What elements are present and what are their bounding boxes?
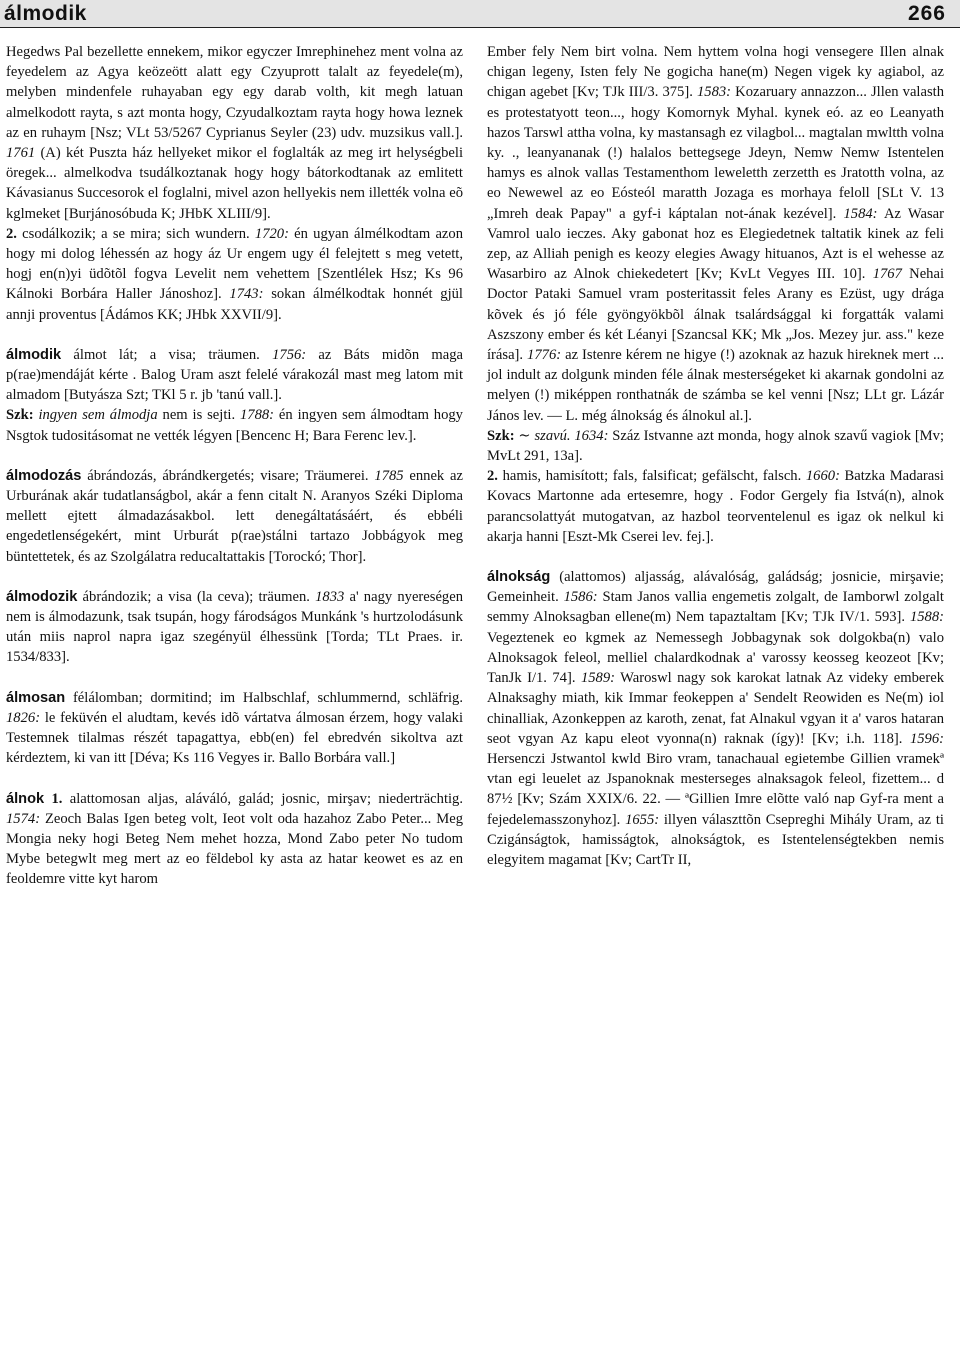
year-reference: 1589: [580,670,615,687]
entry-headword: álnok [6,790,45,807]
phrase: ingyen sem álmodja [33,407,158,424]
szk-label: Szk: [6,407,34,424]
year-reference: 1586: [563,589,598,606]
right-column [487,42,944,1345]
szk-label: Szk: [487,427,515,444]
year-reference: 1756: [272,346,307,363]
year-reference: 1743: [229,286,264,303]
phrase: ∼ szavú. [514,427,571,444]
entry-continuation-paragraph: Hegedws Pal bezellette ennekem, mikor egyczer Imrephinehez ment volna az feyedelem az Agya keözeött alatt egy Czyuprott talalt az feyedele(m), melyben mindenfele ruhayaban egy egy darab volth, kit megh latuan almelkodott rayta, s azt monta hogy, Czyudalkoztam rayta hogy howa leznek az en ruhaym [Nsz; VLt 53/5267 Cyprianus Seyler (23) udv. muzsikus vall.]. 1761 (A) két Puszta ház hellyeket mikor el foglalták az meg irt helységbeli öregek... almelkodva tsudálkoztanak hogy hogy bátorkodtanak az emlitett Kávasianus Succesorok el foglalni, mivel azon hellyekis nem illették volna eõ kglmeket [Burjánosóbuda K; JHbK XLIII/9]. [6,44,463,222]
entry-headword: álmosan [6,689,66,706]
entry-alnok-continuation: Ember fely Nem birt volna. Nem hyttem volna hogi vensegere Illen alnak chigan legeny, Isten fely Ne gogicha hane(m) Negen vigek ky agiabol, az chigan agebet [Kv; TJk III/3. 375]. 1583: Kozaruary annazzon... Jllen valasth es protestatyott teon..., hogy Komornyk Myhal. kynek eó. az eo Leanyath hazos Tarswl attha volna, ky mastansagh ez vilagbol... magtalan mwltth volna ky. ., leanyananak (!) halalos bettegsege Jdeyn, Nemw Nemw Istentelen hamys es alnok vallas Testamenthom leweletth zerzetth es Jratotth volna, az eo Newewel az eo Eósteól maratth Jozaga es morhaya feloll [SLt V. 13 „Imreh deak Papay" a gyf-i káptalan not-ának kezével]. 1584: Az Wasar Vamrol ualo ieczes. Aky gabonat hoz es Elegiedetnek taltatik kinek az feli zep, az Alliah penigh es keozy elegies Awagy hituanos, Azt is el wehesse az Wasarbiro az Alnok chiekedetert [Kv; KvLt Vegyes III. 10]. 1767 Nehai Doctor Pataki Samuel vram posteritassit feles Arany es Ezüst, ugy drága kõvek és jó féle gyöngyökbõl álnak tsalárdsággal ki forgatták valami Aszszony ember és két Léanyi [Szancsal KK; Mk „Jos. Mezey jur. ass." keze írása]. 1776: az Istenre kérem ne higye (!) azoknak az hazuk hireknek mert ... jol indult az dolgunk minden féle álnak mesterségeket ki akarnak gondolni az melyen (!) miképpen ronthatnák de számba se kel venni [Nsz; LLt gr. Lázár János lev. — L. még álnokság és álnokul al.]. [487,44,945,424]
entry-almosan: álmosan félálomban; dormitind; im Halbschlaf, schlummernd, schläfrig. 1826: le feküvén el aludtam, kevés idõ vártatva álmosan érzem, hogy valaki Testemnek tilalmas részét tapagattya, ebb(en) fel ebredvén sikoltva azt kérdeztem, ki van itt [Déva; Ks 116 Vegyes ir. Ballo Borbára vall.] [6,689,463,767]
entry-headword: álmodozik [6,588,78,605]
page-header [0,0,960,28]
sense-number: 2. [6,225,17,242]
entry-almodik-szk: Szk: ingyen sem álmodja nem is sejti. 1788: én ingyen sem álmodtam hogy Nsgtok tudositásomat ne vették légyen [Bencenc H; Bara Ferenc lev.]. [6,407,463,444]
year-reference: 1833 [315,588,345,605]
year-reference: 1785 [374,467,404,484]
entry-almodik: álmodik álmot lát; a visa; träumen. 1756: az Báts midõn maga p(rae)mendáját kérte . Balog Uram aszt felelé várakozál mast meg latom mit almadom [Butyásza Szt; TKl 5 r. jb 'tanú vall.]. [6,346,463,404]
year-reference: 1826: [6,709,41,726]
year-reference: 1583: [696,84,732,101]
entry-headword: álnokság [487,569,551,586]
year-reference: 1655: [625,811,660,828]
year-reference: 1767 [872,266,902,283]
year-reference: 1584: [843,205,878,222]
sense-number: 1. [44,790,63,807]
page-number: 266 [907,1,946,25]
year-reference: 1761 [6,145,36,162]
entry-almodozik: álmodozik ábrándozik; a visa (la ceva); träumen. 1833 a' nagy nyereségen nem is álmodazunk, tsak tsupán, hogy fárodságos Munkánk 's hurtzolodásunk után miis naprol napra igaz szegényül élhessünk [Torda; TLt Praes. ir. 1534/833]. [6,588,463,666]
entry-alnok: álnok 1. alattomosan aljas, aláváló, galád; josnic, mirşav; niederträchtig. 1574: Zeoch Balas Igen beteg volt, Ieot volt oda hazahoz Zabo Peter... Meg Mongia neky hogi Beteg Nem mehet hozza, Mond Zabo peter No tudom Mybe betegwlt meg mert az eo fëldebol ky asta az hatar keowet es az en feoldemre vitte kyt harom [6,790,464,888]
entry-alnoksag: álnokság (alattomos) aljasság, alávalóság, galádság; josnicie, mirşavie; Gemeinheit. 1586: Stam Janos vallia engemetis zolgalt, de Iamborwl zolgalt semmy Alnoksagban ellene(m) Nem tapaztaltam [Kv; TJk IV/1. 593]. 1588: Vegeztenek eo kgmek az Nemessegh Jobbagynak sok dolgokba(n) valo Alnoksagok feleol, melliel chalardkodnak a' varossy keosseg keozeot [Kv; TanJk I/1. 74]. 1589: Waroswl nagy sok karokat latnak Az videky emberek Alnaksaghy miath, kik Immar feokeppen a' Sendelt Reowiden es Ne(m) iol chinalliak, Azonkeppen az karoth, zenat, fat Alnakul vgyan it a' varos hataran seot vgyan Az kapu eleot vyonna(n) raknak (így)! [Kv; i.h. 118]. 1596: Hersenczi Jstwantol kwld Biro vram, tanachaual egietembe Gillien vramekª vtan egi leuelet az Jspanoknak mesterseges alnaksagok feleol, fizettem... d 87½ [Kv; Szám XXIX/6. 22. — ªGillien Imre elõtte való nap Gyf-ra ment a fejedelemasszonyhoz]. 1655: illyen választtõn Csepreghi Mihály Uram, az ti Czigánságtok, hamisságtok, alnokságtok, es Istentelenségtekben nemis elegyitem magamat [Kv; CartTr II, [487,569,944,868]
year-reference: 1596: [909,730,944,747]
year-reference: 1634: [570,427,609,444]
year-reference: 1788: [239,407,275,424]
entry-alnok-sense-2: 2. hamis, hamisított; fals, falsificat; gefälscht, falsch. 1660: Batzka Madarasi Kovacs Martonne ada ertesemre, hogy . Fodor Gergely fia Istvá(n), alnok parancsolattyát mutogatvan, az hazbol teorventelenul es igaz ok nelkul ki akarja hanni [Eszt-Mk Cserei lev. fej.]. [487,468,944,545]
text-columns [6,42,944,1345]
entry-alnok-szk: Szk: ∼ szavú. 1634: Száz Istvanne azt mondа, hogy alnok szavű vagiok [Mv; MvLt 291, 13a]. [487,427,945,465]
entry-almodozas: álmodozás ábrándozás, ábrándkergetés; visare; Träumerei. 1785 ennek az Urburának akár tudatlanságbol, akár a fenn citalt N. Aranyos Széki Diploma mellett ejtett álmadazásakbol. lett denegáltatásáért, és ebbéli engedetlenségekért, mint Urburát p(rae)stálni tartazo Jobbágyok meg büntettetek, és az Szolgálatra reducaltattakis [Torockó; Thor]. [6,467,463,565]
year-reference: 1574: [6,810,41,827]
running-headword: álmodik [4,1,87,25]
entry-headword: álmodik [6,346,62,363]
year-reference: 1776: [527,347,562,364]
year-reference: 1720: [254,225,289,242]
entry-headword: álmodozás [6,467,82,484]
year-reference: 1660: [805,468,840,485]
year-reference: 1588: [909,609,944,626]
sense-number: 2. [487,468,498,485]
left-column [6,42,463,1345]
sense-2-paragraph: 2. csodálkozik; a se mira; sich wundern. 1720: én ugyan álmélkodtam azon hogy mi dolog léhessén az hogy áz Ur engem ugy él felejtett s meg vetett, hogj en(n)yi üdõtõl fogva Levelit nem vehettem [Szentlélek Hsz; Ks 96 Kálnoki Borbára Haller Jánoshoz]. 1743: sokan álmélkodtak honnét gjül annji proventus [Ádámos KK; JHbk XXVII/9]. [6,225,463,323]
